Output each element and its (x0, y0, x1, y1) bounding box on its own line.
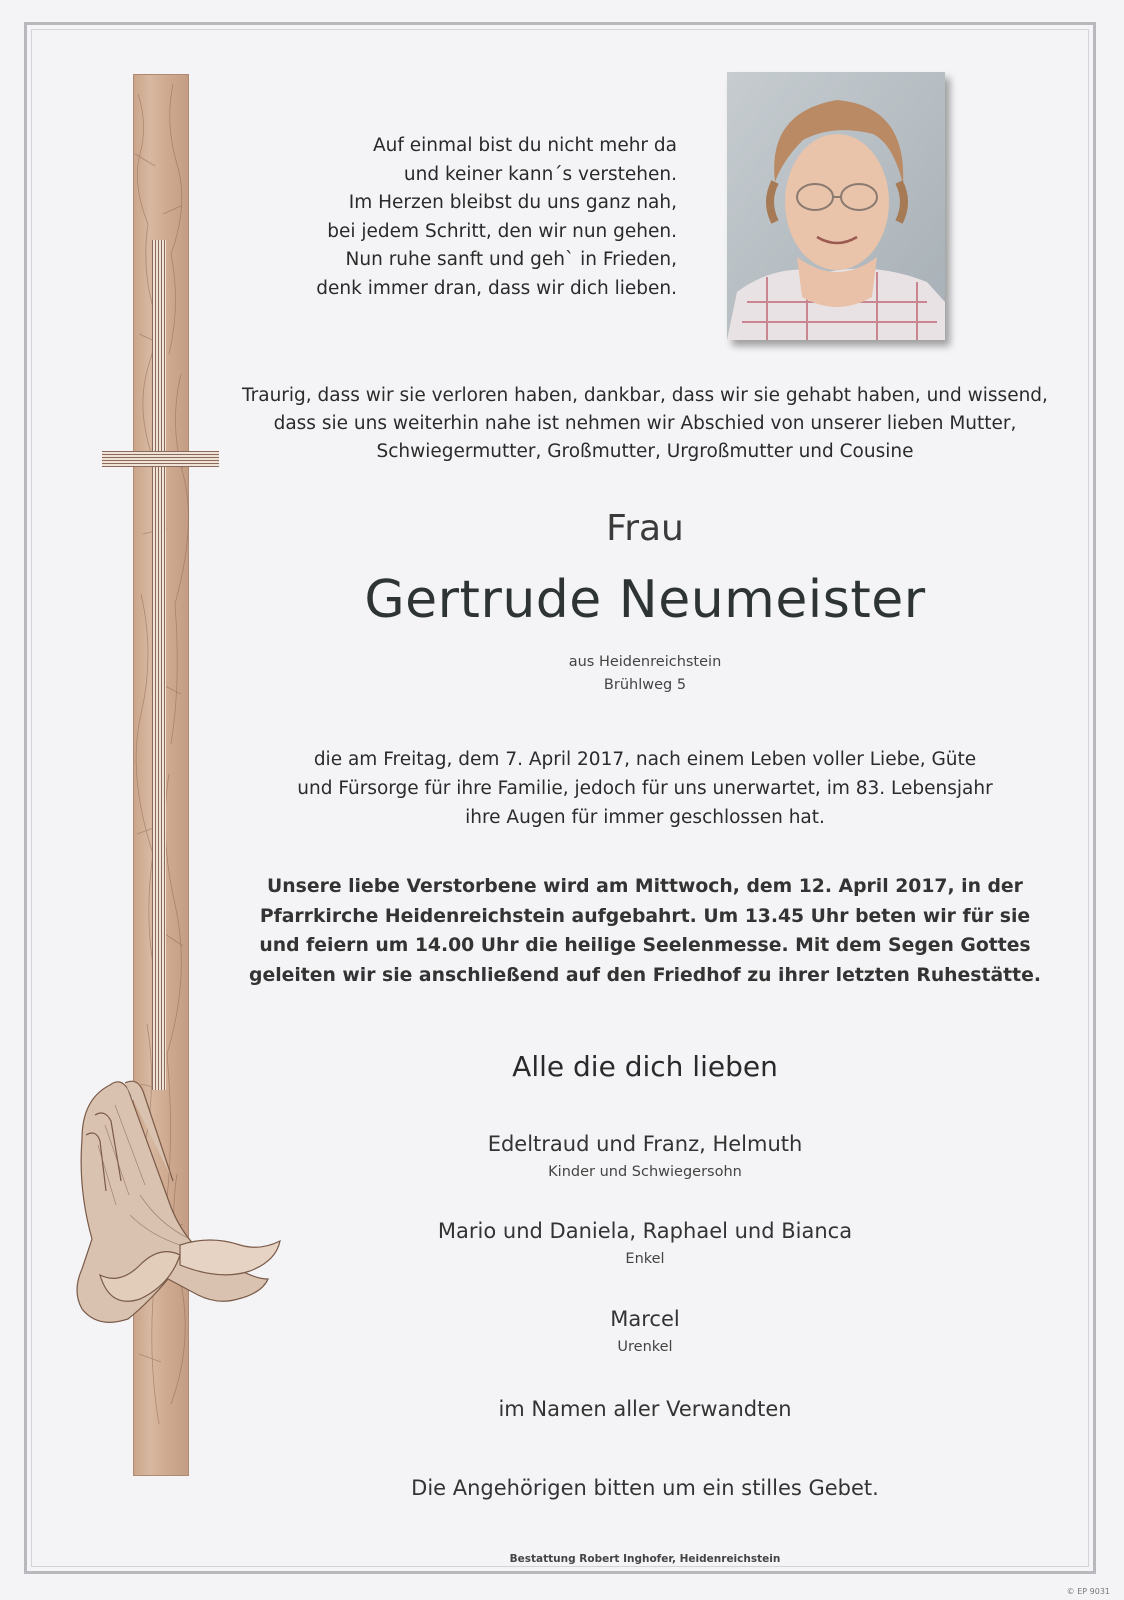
product-code: © EP 9031 (1066, 1587, 1110, 1596)
poem-line: denk immer dran, dass wir dich lieben. (316, 277, 677, 299)
relatives-line: im Namen aller Verwandten (498, 1397, 792, 1421)
intro-line: Schwiegermutter, Großmutter, Urgroßmutter und Cousine (376, 441, 914, 462)
portrait-photo (727, 72, 945, 340)
salutation: Frau (606, 508, 684, 549)
cross-stripe-vertical (152, 240, 166, 1090)
prayer-request: Die Angehörigen bitten um ein stilles Gebet. (411, 1476, 879, 1500)
death-notice (240, 745, 1050, 832)
poem-line: bei jedem Schritt, den wir nun gehen. (327, 220, 677, 242)
address-line: Brühlweg 5 (603, 677, 687, 693)
address (240, 651, 1050, 697)
funeral-line: und feiern um 14.00 Uhr die heilige Seelenmesse. Mit dem Segen Gottes (259, 935, 1031, 956)
funeral-home-footer: Bestattung Robert Inghofer, Heidenreichstein (509, 1553, 781, 1565)
family-names: Edeltraud und Franz, Helmuth (487, 1132, 803, 1156)
funeral-line: Unsere liebe Verstorbene wird am Mittwoch, dem 12. April 2017, in der (267, 876, 1023, 897)
intro-paragraph (240, 382, 1050, 466)
intro-line: Traurig, dass wir sie verloren haben, dankbar, dass wir sie gehabt haben, und wissend, (242, 385, 1048, 406)
poem-line: Im Herzen bleibst du uns ganz nah, (348, 192, 677, 214)
family-relation: Urenkel (617, 1339, 673, 1355)
cross-stripe-horizontal (102, 451, 219, 467)
mourners-heading: Alle die dich lieben (512, 1050, 778, 1083)
poem-line: und keiner kann´s verstehen. (403, 163, 677, 185)
poem-line: Auf einmal bist du nicht mehr da (373, 135, 677, 156)
death-line: ihre Augen für immer geschlossen hat. (465, 807, 825, 828)
family-relation: Enkel (625, 1251, 665, 1267)
poem (257, 132, 677, 304)
death-line: und Fürsorge für ihre Familie, jedoch für uns unerwartet, im 83. Lebensjahr (297, 778, 993, 799)
family-names: Marcel (610, 1307, 680, 1331)
intro-line: dass sie uns weiterhin nahe ist nehmen wir Abschied von unserer lieben Mutter, (273, 413, 1017, 434)
address-line: aus Heidenreichstein (568, 654, 722, 670)
funeral-line: Pfarrkirche Heidenreichstein aufgebahrt. Um 13.45 Uhr beten wir für sie (259, 905, 1031, 927)
funeral-notice (240, 872, 1050, 990)
funeral-line: geleiten wir sie anschließend auf den Friedhof zu ihrer letzten Ruhestätte. (249, 964, 1041, 986)
family-relation: Kinder und Schwiegersohn (548, 1164, 742, 1180)
deceased-name: Gertrude Neumeister (364, 570, 926, 630)
family-names: Mario und Daniela, Raphael und Bianca (437, 1219, 853, 1243)
poem-line: Nun ruhe sanft und geh` in Frieden, (345, 249, 677, 271)
death-line: die am Freitag, dem 7. April 2017, nach einem Leben voller Liebe, Güte (313, 749, 977, 770)
